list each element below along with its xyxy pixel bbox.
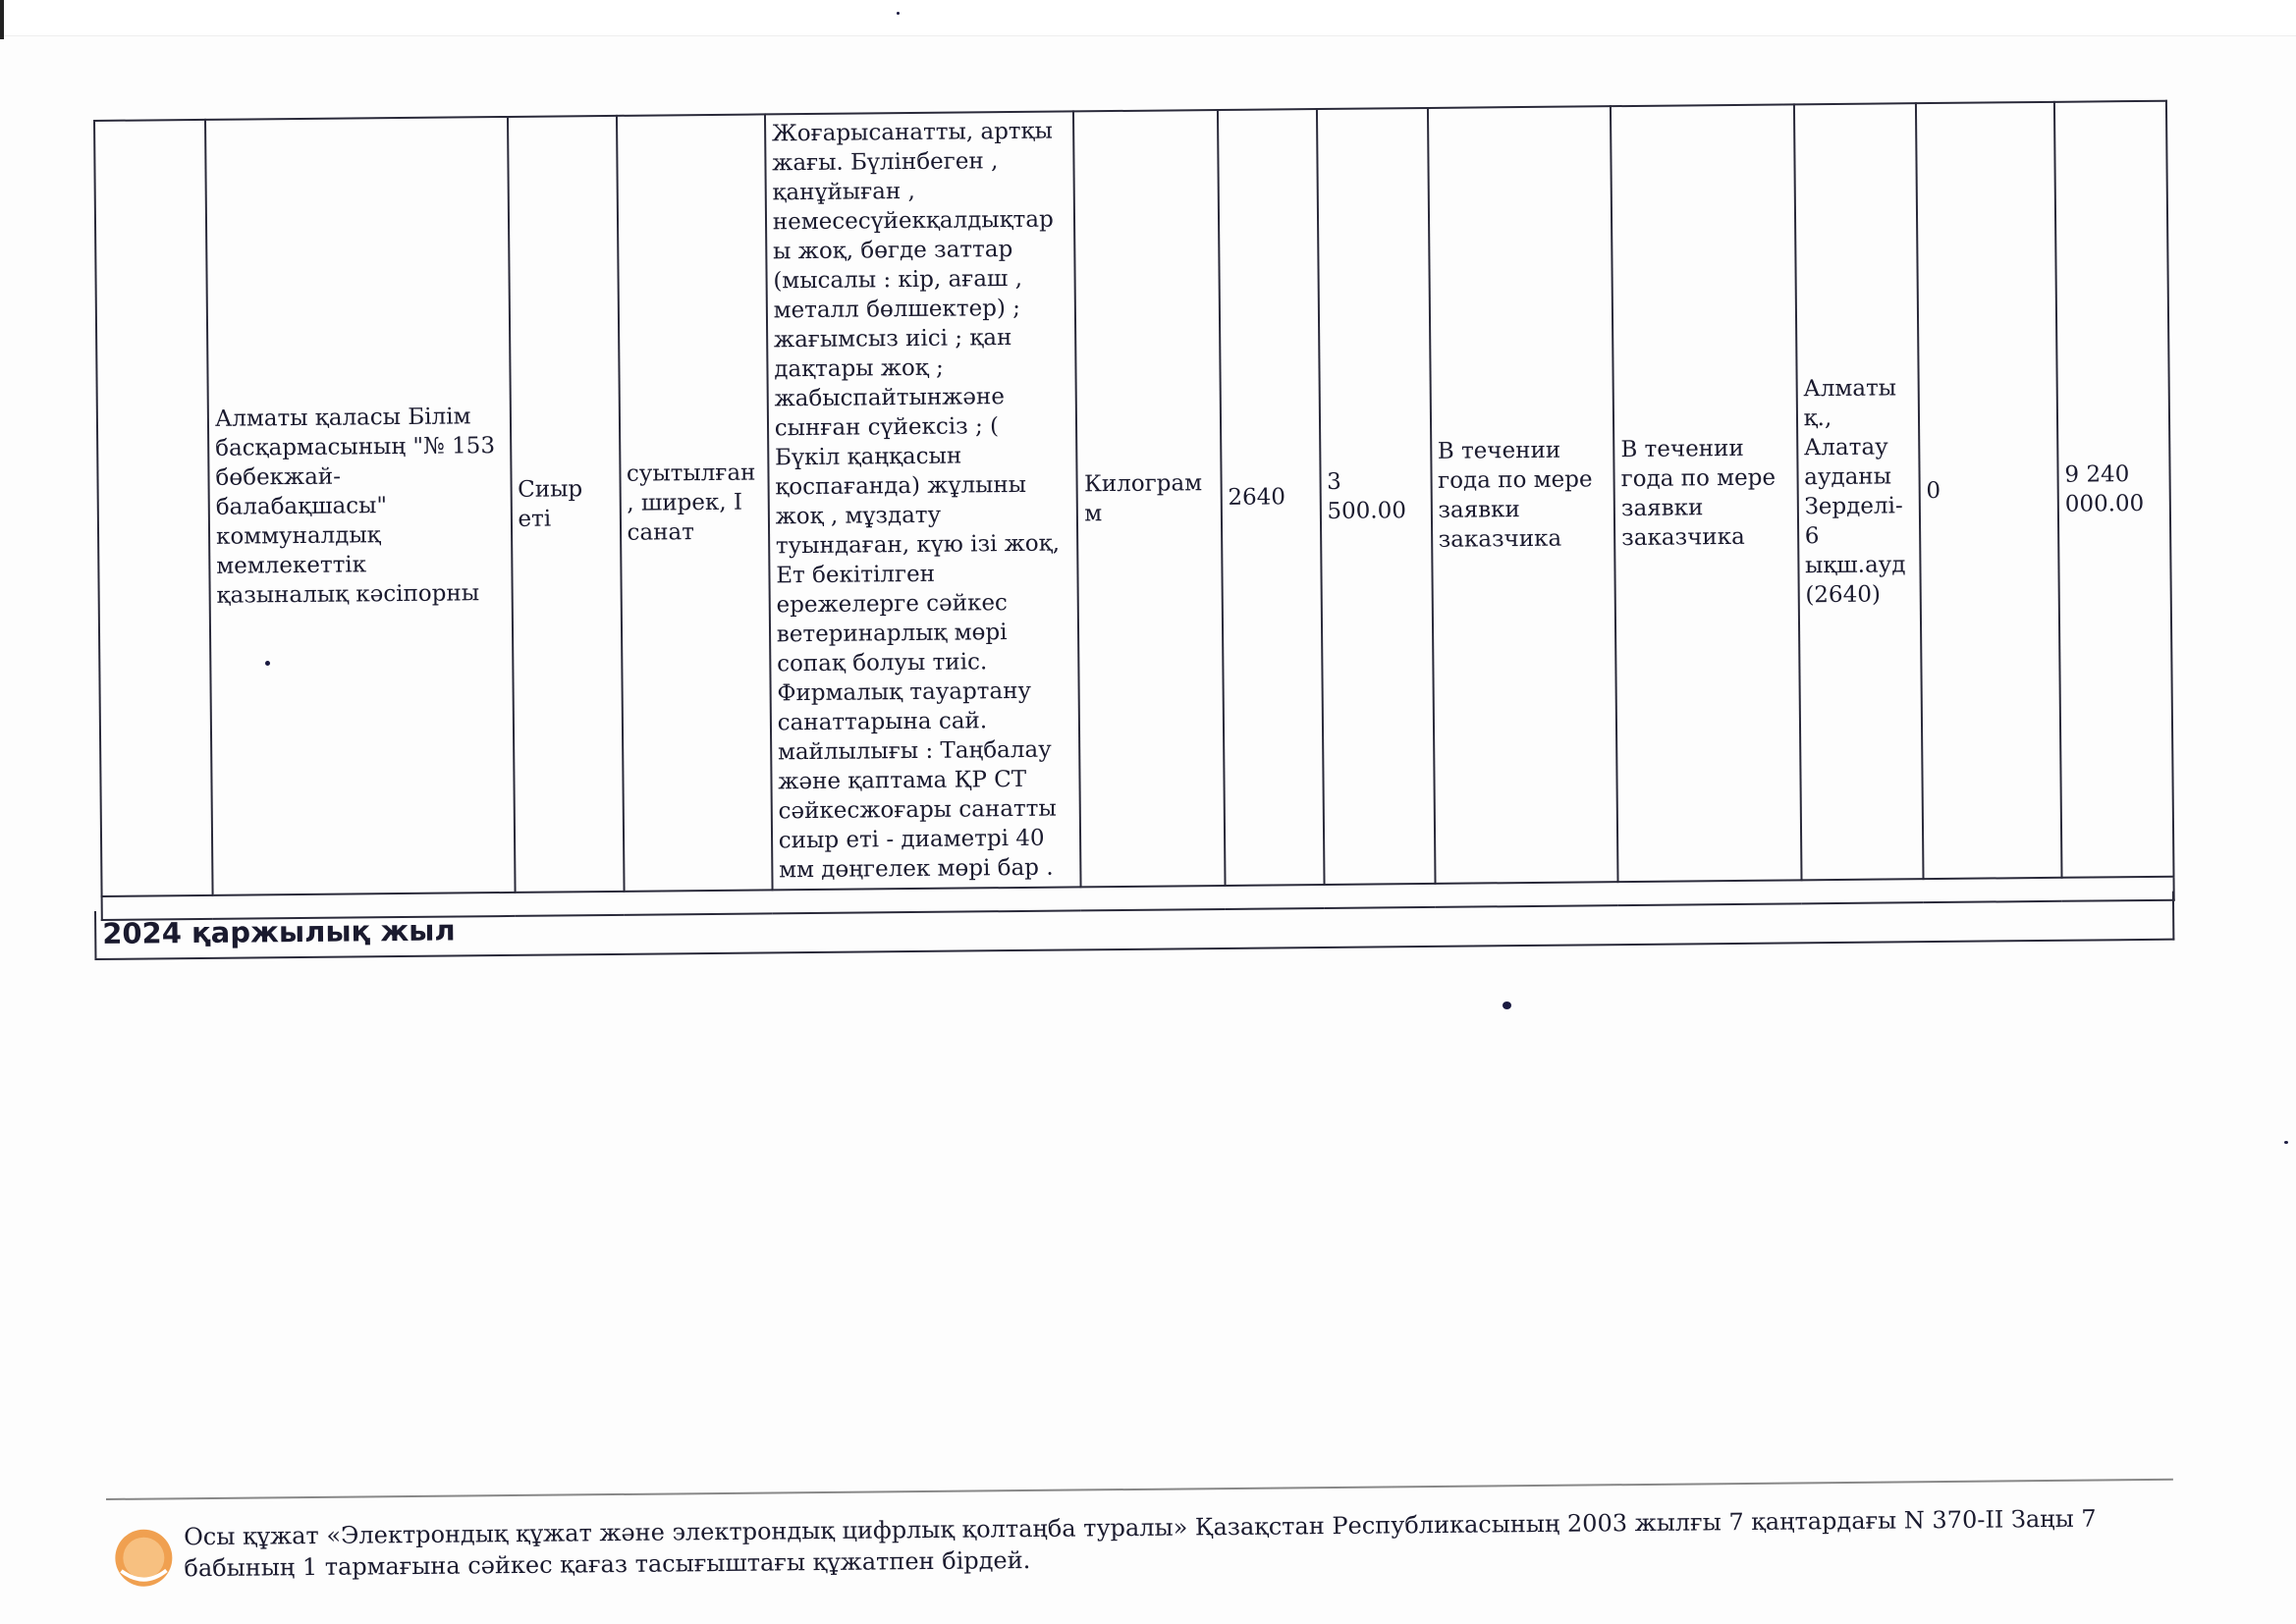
row-number-cell xyxy=(94,120,213,896)
delivery-term-cell-2: В течении года по мере заявки заказчика xyxy=(1611,104,1801,882)
price-cell: 3 500.00 xyxy=(1316,108,1435,885)
procurement-table xyxy=(93,100,2175,921)
footer-legal-text: Осы құжат «Электрондық құжат және электрондық цифрлық қолтаңба туралы» Қазақстан Республикасының 2003 жылғы 7 қаңтардағы N 370-II Заңы 7 бабының 1 тармағына сәйкес қағаз тасығыштағы құжатпен бірдей. xyxy=(184,1504,2097,1583)
procurement-table-wrapper xyxy=(93,100,2175,921)
total-cell: 9 240 000.00 xyxy=(2054,101,2174,878)
delivery-term-cell: В течении года по мере заявки заказчика xyxy=(1427,106,1617,884)
scan-speck xyxy=(897,12,900,15)
full-description-cell: Жоғарысанатты, артқы жағы. Бүлінбеген , қанұйыған , немесесүйекқалдықтары жоқ, бөгде заттар (мысалы : кір, ағаш , металл бөлшектер) ; жағымсыз иісі ; қан дақтары жоқ ; жабыспайтынжәне сынған сүйексіз ; ( Бүкіл қаңқасын қоспағанда) жұлыны жоқ , мұздату туындаған, күю ізі жоқ, Ет бекітілген ережелерге сәйкес ветеринарлық мөрі сопақ болуы тиіс. Фирмалық тауартану санаттарына сай. майлылығы : Таңбалау және қаптама ҚР СТ сәйкесжоғары санатты сиыр еті - диаметрі 40 мм дөңгелек мөрі бар . xyxy=(765,111,1081,890)
fiscal-year-label: 2024 қаржылық жыл xyxy=(94,892,2174,960)
delivery-place-cell: Алматы қ., Алатау ауданы Зерделі-6 ықш.ауд (2640) xyxy=(1794,103,1924,880)
egov-logo-icon xyxy=(113,1527,175,1589)
customer-cell: Алматы қаласы Білім басқармасының "№ 153 бөбекжай-балабақшасы" коммуналдық мемлекеттік қазыналық кәсіпорны xyxy=(205,117,515,895)
footer xyxy=(113,1502,2196,1591)
scan-left-edge-mark xyxy=(0,0,4,39)
footer-divider xyxy=(106,1479,2173,1500)
quantity-cell: 2640 xyxy=(1218,109,1324,886)
item-name-cell: Сиыр еті xyxy=(508,116,625,893)
advance-cell: 0 xyxy=(1916,102,2062,879)
scan-top-margin xyxy=(0,0,2296,36)
scan-speck xyxy=(265,661,270,666)
scan-speck xyxy=(1503,1001,1511,1009)
short-description-cell: суытылған, ширек, I санат xyxy=(616,114,772,891)
table-row xyxy=(94,101,2173,896)
scan-speck xyxy=(2284,1141,2288,1144)
unit-cell: Килограмм xyxy=(1073,110,1225,887)
